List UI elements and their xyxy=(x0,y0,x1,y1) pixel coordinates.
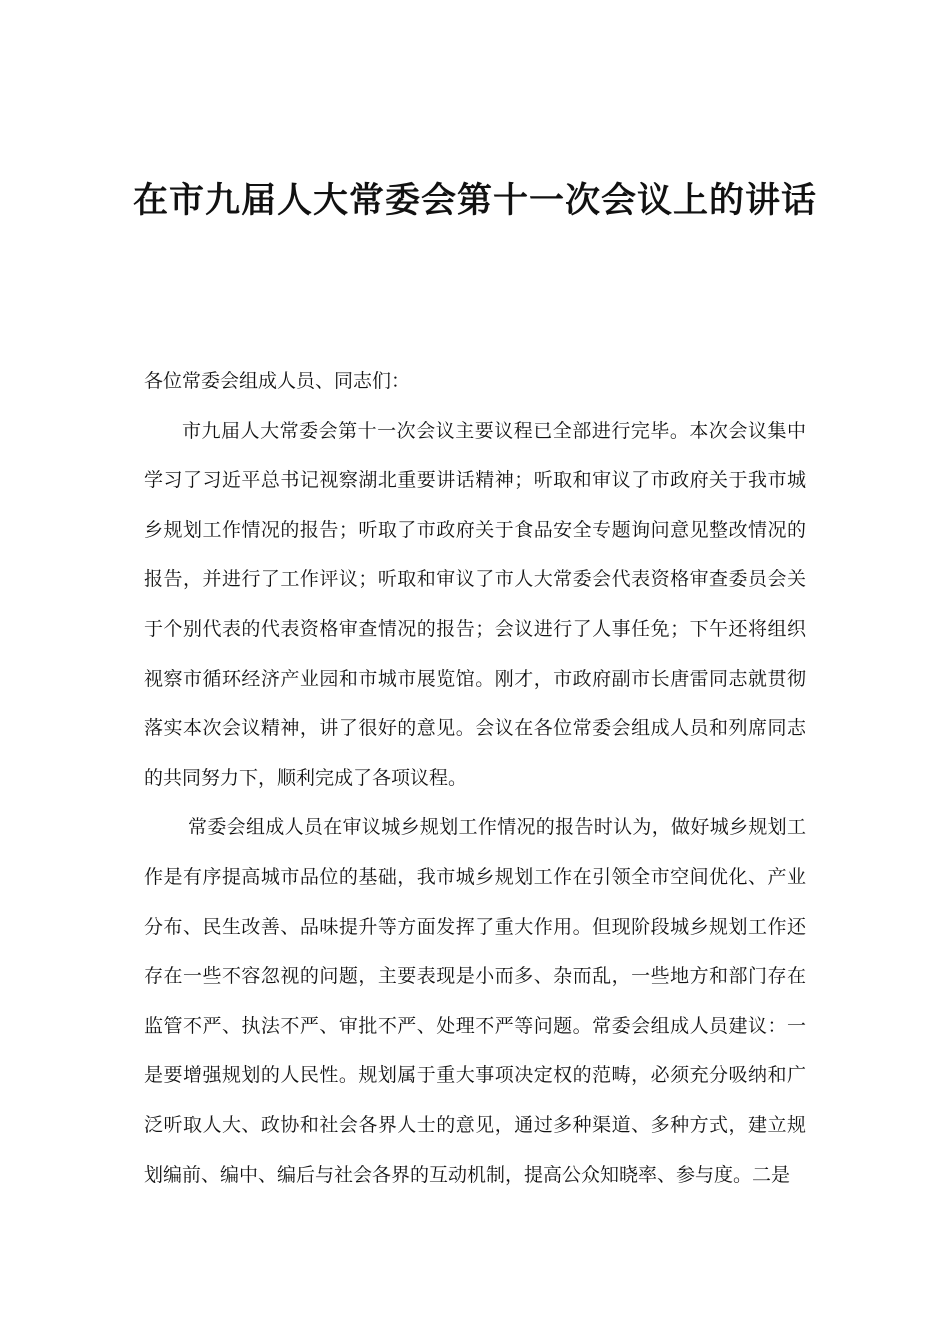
document-body xyxy=(144,357,806,1200)
paragraph-2: 常委会组成人员在审议城乡规划工作情况的报告时认为，做好城乡规划工作是有序提高城市品位的基础，我市城乡规划工作在引领全市空间优化、产业分布、民生改善、品味提升等方面发挥了重大作用。但现阶段城乡规划工作还存在一些不容忽视的问题，主要表现是小而多、杂而乱，一些地方和部门存在监管不严、执法不严、审批不严、处理不严等问题。常委会组成人员建议：一是要增强规划的人民性。规划属于重大事项决定权的范畴，必须充分吸纳和广泛听取人大、政协和社会各界人士的意见，通过多种渠道、多种方式，建立规划编前、编中、编后与社会各界的互动机制，提高公众知晓率、参与度。二是 xyxy=(144,816,806,1186)
paragraph-1: 市九届人大常委会第十一次会议主要议程已全部进行完毕。本次会议集中学习了习近平总书记视察湖北重要讲话精神；听取和审议了市政府关于我市城乡规划工作情况的报告；听取了市政府关于食品安全专题询问意见整改情况的报告，并进行了工作评议；听取和审议了市人大常委会代表资格审查委员会关于个别代表的代表资格审查情况的报告；会议进行了人事任免；下午还将组织视察市循环经济产业园和市城市展览馆。刚才，市政府副市长唐雷同志就贯彻落实本次会议精神，讲了很好的意见。会议在各位常委会组成人员和列席同志的共同努力下，顺利完成了各项议程。 xyxy=(144,419,806,789)
salutation: 各位常委会组成人员、同志们： xyxy=(144,370,411,392)
document-title: 在市九届人大常委会第十一次会议上的讲话 xyxy=(132,180,817,221)
